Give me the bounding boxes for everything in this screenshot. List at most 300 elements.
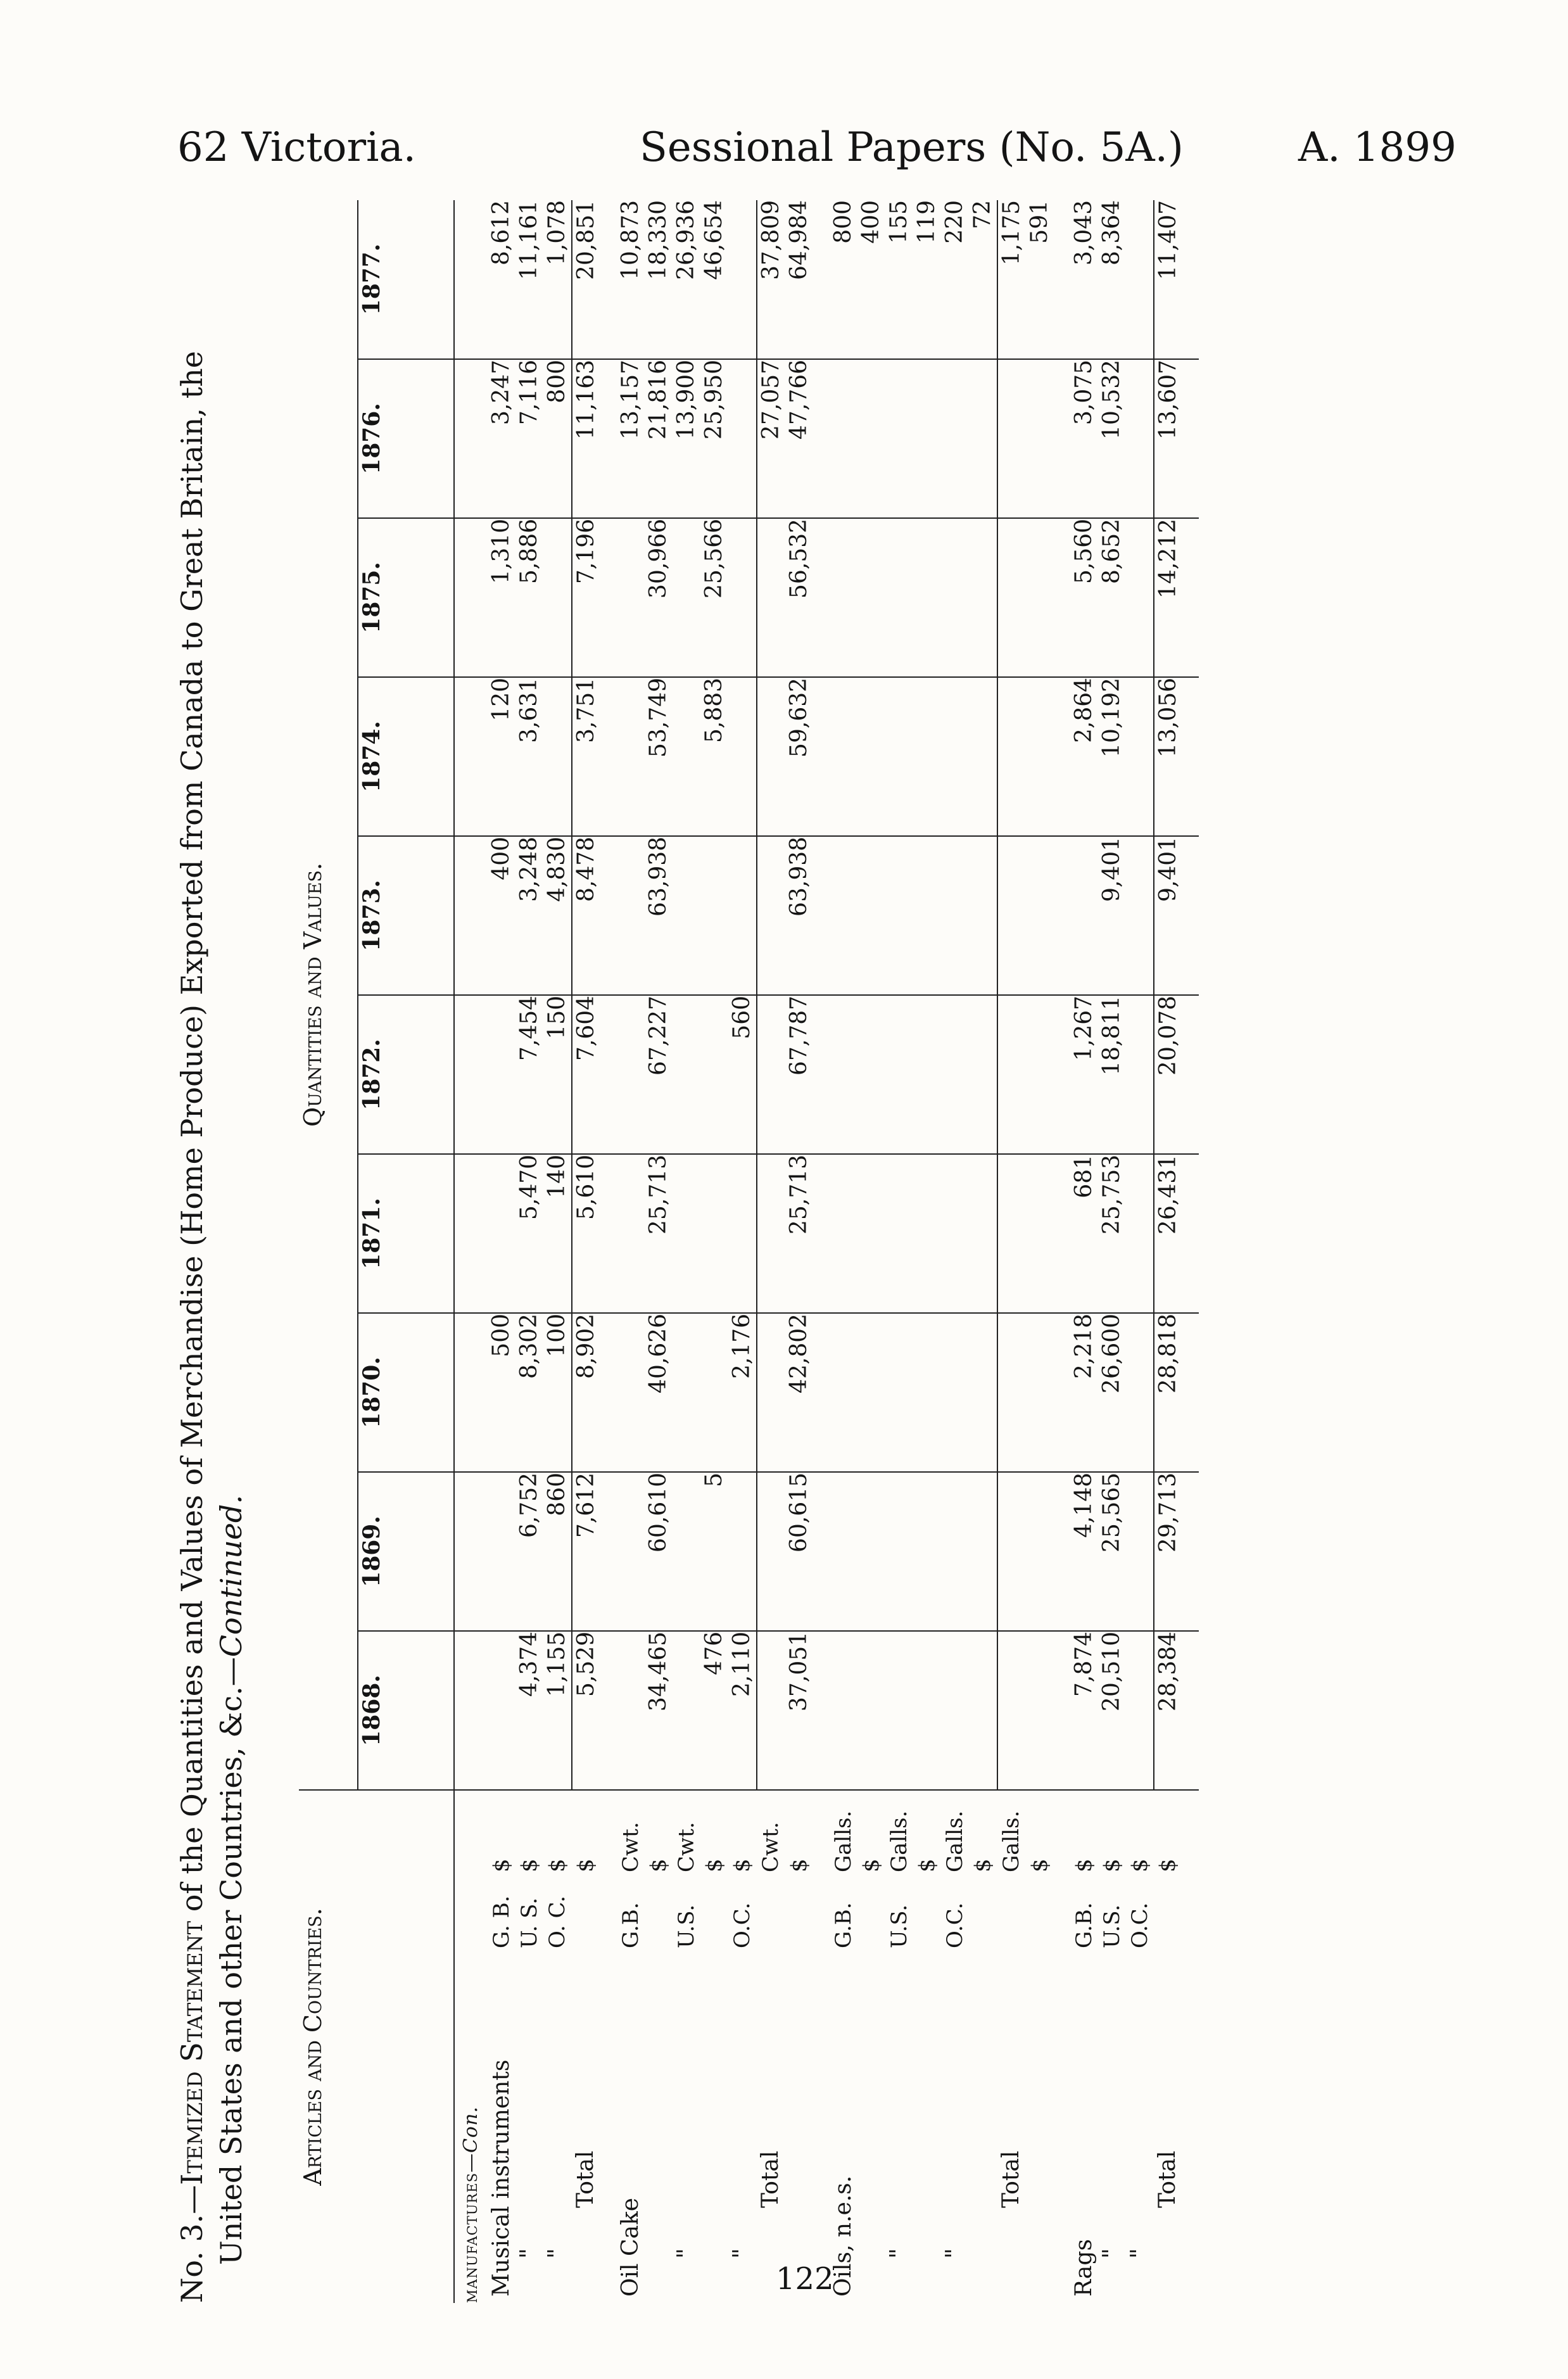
country-code: U.S. [887, 1904, 912, 1948]
value-cell: 560 [728, 995, 757, 1154]
value-cell: 26,600 [1098, 1313, 1126, 1472]
unit-label: $ [543, 1790, 572, 1872]
country-code [969, 1872, 997, 1948]
gap-cell [600, 1631, 617, 1790]
section-spacer [454, 1154, 488, 1313]
gap-cell [600, 677, 617, 836]
value-cell [830, 518, 857, 677]
value-cell [969, 1154, 997, 1313]
gap-cell [1182, 1872, 1199, 1948]
gap-cell [1182, 1948, 1199, 2303]
article-label [1026, 1948, 1054, 2303]
value-cell [857, 1154, 885, 1313]
title-line-1 [172, 200, 212, 2303]
value-cell: 2,864 [1070, 677, 1098, 836]
value-cell: 220 [941, 200, 969, 359]
gap-cell [813, 1472, 830, 1631]
unit-label: $ [645, 1790, 673, 1872]
gap-cell [1054, 1472, 1070, 1631]
gap-cell [1054, 1313, 1070, 1472]
value-cell [617, 1472, 645, 1631]
value-cell [673, 518, 700, 677]
gap-cell [1182, 1790, 1199, 1872]
gap-cell [1182, 1154, 1199, 1313]
value-cell [728, 1154, 757, 1313]
gap-cell [813, 1313, 830, 1472]
gap-cell [600, 1790, 617, 1872]
section-label-suffix: —Con. [460, 2106, 482, 2173]
section-spacer [454, 359, 488, 518]
gap-cell [1054, 359, 1070, 518]
value-cell [941, 995, 969, 1154]
article-label: " [1127, 2248, 1153, 2259]
section-label-text: manufactures [460, 2173, 482, 2303]
value-cell: 60,615 [785, 1472, 813, 1631]
value-cell [543, 677, 572, 836]
article-label: " [673, 2248, 699, 2259]
unit-label: Galls. [830, 1790, 857, 1872]
section-spacer [454, 995, 488, 1154]
value-cell [997, 1631, 1026, 1790]
value-cell [857, 836, 885, 995]
section-spacer [454, 200, 488, 359]
gap-cell [1182, 518, 1199, 677]
table-row [1098, 200, 1126, 2303]
value-cell [543, 518, 572, 677]
article-label: " [729, 2248, 755, 2259]
gap-cell [600, 836, 617, 995]
value-cell: 25,950 [700, 359, 728, 518]
year-header: 1871. [358, 1154, 454, 1313]
value-cell [488, 1631, 515, 1790]
value-cell: 10,192 [1098, 677, 1126, 836]
section-spacer [454, 518, 488, 677]
gap-cell [813, 1631, 830, 1790]
value-cell: 120 [488, 677, 515, 836]
value-cell [969, 1313, 997, 1472]
value-cell: 18,811 [1098, 995, 1126, 1154]
value-cell: 20,851 [572, 200, 600, 359]
value-cell [830, 1631, 857, 1790]
value-cell: 5,883 [700, 677, 728, 836]
rotated-page-body [172, 200, 1458, 2303]
value-cell [617, 836, 645, 995]
value-cell [885, 359, 913, 518]
total-row [757, 200, 785, 2303]
value-cell: 63,938 [645, 836, 673, 995]
value-cell: 40,626 [645, 1313, 673, 1472]
gap-cell [1054, 995, 1070, 1154]
country-code: G.B. [1072, 1902, 1097, 1948]
header-right: A. 1899 [1298, 124, 1457, 171]
value-cell: 20,078 [1154, 995, 1182, 1154]
quantities-header: Quantities and Values. [299, 200, 358, 1790]
gap-cell [813, 1154, 830, 1313]
country-code: O.C. [942, 1902, 968, 1948]
value-cell [757, 1313, 785, 1472]
year-header: 1877. [358, 200, 454, 359]
value-cell [857, 359, 885, 518]
value-cell: 681 [1070, 1154, 1098, 1313]
value-cell [857, 1313, 885, 1472]
unit-label: $ [515, 1790, 543, 1872]
table-row [941, 200, 969, 2303]
value-cell [488, 1154, 515, 1313]
value-cell [1126, 518, 1154, 677]
value-cell: 60,610 [645, 1472, 673, 1631]
unit-label: $ [969, 1790, 997, 1872]
value-cell [700, 1154, 728, 1313]
value-cell [700, 1313, 728, 1472]
title-line2-rest: United States and other Countries, &c.— [214, 1657, 248, 2265]
value-cell [913, 1154, 941, 1313]
gap-cell [1182, 836, 1199, 995]
value-cell [941, 1472, 969, 1631]
value-cell [1026, 518, 1054, 677]
value-cell [885, 1631, 913, 1790]
value-cell: 11,161 [515, 200, 543, 359]
value-cell [830, 677, 857, 836]
title-small-caps: Itemized Statement [175, 1920, 209, 2185]
gap-cell [1182, 1631, 1199, 1790]
value-cell [617, 995, 645, 1154]
table-row [1126, 200, 1154, 2303]
unit-label: $ [1126, 1790, 1154, 1872]
table-row [830, 200, 857, 2303]
article-label: " [516, 2248, 542, 2259]
value-cell [997, 995, 1026, 1154]
country-code: O.C. [730, 1902, 755, 1948]
value-cell: 5,886 [515, 518, 543, 677]
unit-label: Galls. [997, 1790, 1026, 1872]
value-cell [673, 1313, 700, 1472]
country-code [645, 1872, 673, 1948]
year-header: 1874. [358, 677, 454, 836]
value-cell: 25,565 [1098, 1472, 1126, 1631]
value-cell: 1,175 [997, 200, 1026, 359]
gap-cell [813, 836, 830, 995]
unit-label: Cwt. [757, 1790, 785, 1872]
value-cell [885, 836, 913, 995]
unit-label: Galls. [941, 1790, 969, 1872]
value-cell: 7,454 [515, 995, 543, 1154]
value-cell: 8,902 [572, 1313, 600, 1472]
gap-cell [1054, 1154, 1070, 1313]
article-label: Oil Cake [617, 2197, 643, 2297]
gap-cell [600, 518, 617, 677]
value-cell [617, 1154, 645, 1313]
value-cell: 13,056 [1154, 677, 1182, 836]
value-cell [830, 836, 857, 995]
value-cell [969, 836, 997, 995]
value-cell [757, 995, 785, 1154]
value-cell: 2,176 [728, 1313, 757, 1472]
value-cell [1126, 1472, 1154, 1631]
value-cell: 47,766 [785, 359, 813, 518]
table-row [857, 200, 885, 2303]
gap-cell [813, 1948, 830, 2303]
gap-cell [600, 1872, 617, 1948]
value-cell [1126, 359, 1154, 518]
value-cell: 476 [700, 1631, 728, 1790]
value-cell [757, 836, 785, 995]
gap-cell [600, 359, 617, 518]
value-cell: 1,078 [543, 200, 572, 359]
value-cell: 13,157 [617, 359, 645, 518]
value-cell [997, 1472, 1026, 1631]
value-cell [969, 359, 997, 518]
country-code [997, 1872, 1026, 1948]
value-cell [1070, 836, 1098, 995]
value-cell: 100 [543, 1313, 572, 1472]
value-cell: 67,787 [785, 995, 813, 1154]
value-cell: 2,218 [1070, 1313, 1098, 1472]
table-row [785, 200, 813, 2303]
value-cell [913, 1472, 941, 1631]
gap-cell [813, 995, 830, 1154]
gap-cell [1182, 677, 1199, 836]
value-cell [673, 836, 700, 995]
value-cell [997, 1313, 1026, 1472]
value-cell [941, 518, 969, 677]
value-cell [913, 1313, 941, 1472]
country-code: G. B. [489, 1895, 514, 1948]
article-label: Total [572, 2150, 598, 2208]
value-cell [969, 518, 997, 677]
year-header: 1869. [358, 1472, 454, 1631]
value-cell [857, 677, 885, 836]
value-cell [830, 1313, 857, 1472]
year-header: 1876. [358, 359, 454, 518]
value-cell: 11,407 [1154, 200, 1182, 359]
value-cell: 64,984 [785, 200, 813, 359]
value-cell [941, 677, 969, 836]
value-cell [1026, 1313, 1054, 1472]
value-cell: 4,374 [515, 1631, 543, 1790]
value-cell [1126, 1631, 1154, 1790]
value-cell [969, 677, 997, 836]
value-cell: 3,247 [488, 359, 515, 518]
value-cell [488, 995, 515, 1154]
value-cell: 9,401 [1098, 836, 1126, 995]
value-cell: 11,163 [572, 359, 600, 518]
value-cell [885, 677, 913, 836]
value-cell: 1,155 [543, 1631, 572, 1790]
country-code: O. C. [545, 1895, 570, 1948]
gap-cell [1054, 200, 1070, 359]
value-cell [941, 1631, 969, 1790]
value-cell: 42,802 [785, 1313, 813, 1472]
value-cell [617, 518, 645, 677]
table-row [885, 200, 913, 2303]
value-cell [857, 1631, 885, 1790]
value-cell: 5,470 [515, 1154, 543, 1313]
value-cell [913, 677, 941, 836]
value-cell [941, 359, 969, 518]
table-body [454, 200, 1199, 2303]
statement-table [299, 200, 1199, 2303]
unit-label: Cwt. [673, 1790, 700, 1872]
value-cell [728, 836, 757, 995]
country-code [700, 1872, 728, 1948]
country-code [857, 1872, 885, 1948]
article-label: Total [998, 2150, 1024, 2208]
value-cell [728, 518, 757, 677]
gap-cell [813, 200, 830, 359]
value-cell: 10,873 [617, 200, 645, 359]
article-label [857, 1948, 885, 2303]
unit-label: $ [1026, 1790, 1054, 1872]
gap-cell [600, 1472, 617, 1631]
value-cell: 56,532 [785, 518, 813, 677]
article-label [913, 1948, 941, 2303]
value-cell: 3,043 [1070, 200, 1098, 359]
value-cell [997, 518, 1026, 677]
value-cell: 5,610 [572, 1154, 600, 1313]
gap-cell [1182, 359, 1199, 518]
value-cell: 21,816 [645, 359, 673, 518]
unit-label: $ [857, 1790, 885, 1872]
gap-cell [1054, 1631, 1070, 1790]
value-cell [830, 1154, 857, 1313]
value-cell [757, 518, 785, 677]
article-label: " [886, 2248, 912, 2259]
value-cell: 30,966 [645, 518, 673, 677]
unit-label: $ [913, 1790, 941, 1872]
value-cell: 26,936 [673, 200, 700, 359]
value-cell: 34,465 [645, 1631, 673, 1790]
value-cell [673, 995, 700, 1154]
value-cell: 10,532 [1098, 359, 1126, 518]
table-row [1070, 200, 1098, 2303]
value-cell: 7,116 [515, 359, 543, 518]
value-cell [941, 1313, 969, 1472]
country-code: G.B. [831, 1902, 856, 1948]
value-cell: 8,652 [1098, 518, 1126, 677]
value-cell [857, 995, 885, 1154]
value-cell: 500 [488, 1313, 515, 1472]
value-cell [673, 1472, 700, 1631]
table-row [913, 200, 941, 2303]
gap-cell [1182, 200, 1199, 359]
value-cell: 5,560 [1070, 518, 1098, 677]
value-cell: 4,148 [1070, 1472, 1098, 1631]
table-row [728, 200, 757, 2303]
value-cell: 5 [700, 1472, 728, 1631]
value-cell [913, 1631, 941, 1790]
gap-cell [1182, 1472, 1199, 1631]
year-header: 1875. [358, 518, 454, 677]
value-cell [700, 836, 728, 995]
country-code: U.S. [674, 1904, 699, 1948]
value-cell [617, 1631, 645, 1790]
value-cell [885, 518, 913, 677]
value-cell [757, 1154, 785, 1313]
gap-cell [1054, 518, 1070, 677]
value-cell: 13,900 [673, 359, 700, 518]
value-cell [885, 1313, 913, 1472]
section-spacer [454, 1313, 488, 1472]
title-continued: Continued. [214, 1495, 248, 1658]
value-cell [1126, 836, 1154, 995]
value-cell: 400 [857, 200, 885, 359]
value-cell [700, 995, 728, 1154]
gap-cell [600, 1948, 617, 2303]
value-cell: 7,612 [572, 1472, 600, 1631]
value-cell [488, 1472, 515, 1631]
value-cell [830, 995, 857, 1154]
value-cell: 7,874 [1070, 1631, 1098, 1790]
value-cell [830, 1472, 857, 1631]
value-cell [885, 995, 913, 1154]
value-cell [997, 1154, 1026, 1313]
article-label: Total [1154, 2150, 1180, 2208]
value-cell: 3,075 [1070, 359, 1098, 518]
value-cell [913, 518, 941, 677]
value-cell: 2,110 [728, 1631, 757, 1790]
table-row [700, 200, 728, 2303]
value-cell: 1,267 [1070, 995, 1098, 1154]
section-spacer [454, 1472, 488, 1631]
value-cell [997, 677, 1026, 836]
article-label [785, 1948, 813, 2303]
group-gap [1054, 200, 1070, 2303]
value-cell [1026, 359, 1054, 518]
article-label [645, 1948, 673, 2303]
country-code: O.C. [1127, 1902, 1153, 1948]
value-cell [673, 1154, 700, 1313]
value-cell: 59,632 [785, 677, 813, 836]
value-cell [673, 1631, 700, 1790]
unit-label: $ [1154, 1790, 1182, 1872]
gap-cell [1054, 1948, 1070, 2303]
value-cell: 20,510 [1098, 1631, 1126, 1790]
table-row [673, 200, 700, 2303]
unit-label: $ [488, 1790, 515, 1872]
title-prefix: No. 3.— [175, 2185, 209, 2303]
value-cell [1126, 1313, 1154, 1472]
country-code [1026, 1872, 1054, 1948]
header-left: 62 Victoria. [177, 124, 416, 171]
value-cell [969, 995, 997, 1154]
gap-cell [1054, 677, 1070, 836]
value-cell: 155 [885, 200, 913, 359]
value-cell: 8,612 [488, 200, 515, 359]
value-cell [1026, 677, 1054, 836]
value-cell: 25,566 [700, 518, 728, 677]
value-cell: 4,830 [543, 836, 572, 995]
gap-cell [600, 200, 617, 359]
gap-cell [1054, 1872, 1070, 1948]
value-cell: 3,751 [572, 677, 600, 836]
article-label: " [942, 2248, 968, 2259]
unit-label: $ [728, 1790, 757, 1872]
value-cell: 72 [969, 200, 997, 359]
value-cell [913, 836, 941, 995]
value-cell [1026, 1631, 1054, 1790]
articles-header: Articles and Countries. [299, 1790, 454, 2303]
value-cell: 25,753 [1098, 1154, 1126, 1313]
value-cell: 25,713 [645, 1154, 673, 1313]
table-row [645, 200, 673, 2303]
value-cell [1026, 995, 1054, 1154]
value-cell: 3,248 [515, 836, 543, 995]
gap-cell [600, 1313, 617, 1472]
table-row [969, 200, 997, 2303]
value-cell [728, 1472, 757, 1631]
value-cell: 28,384 [1154, 1631, 1182, 1790]
country-code: G.B. [618, 1902, 643, 1948]
